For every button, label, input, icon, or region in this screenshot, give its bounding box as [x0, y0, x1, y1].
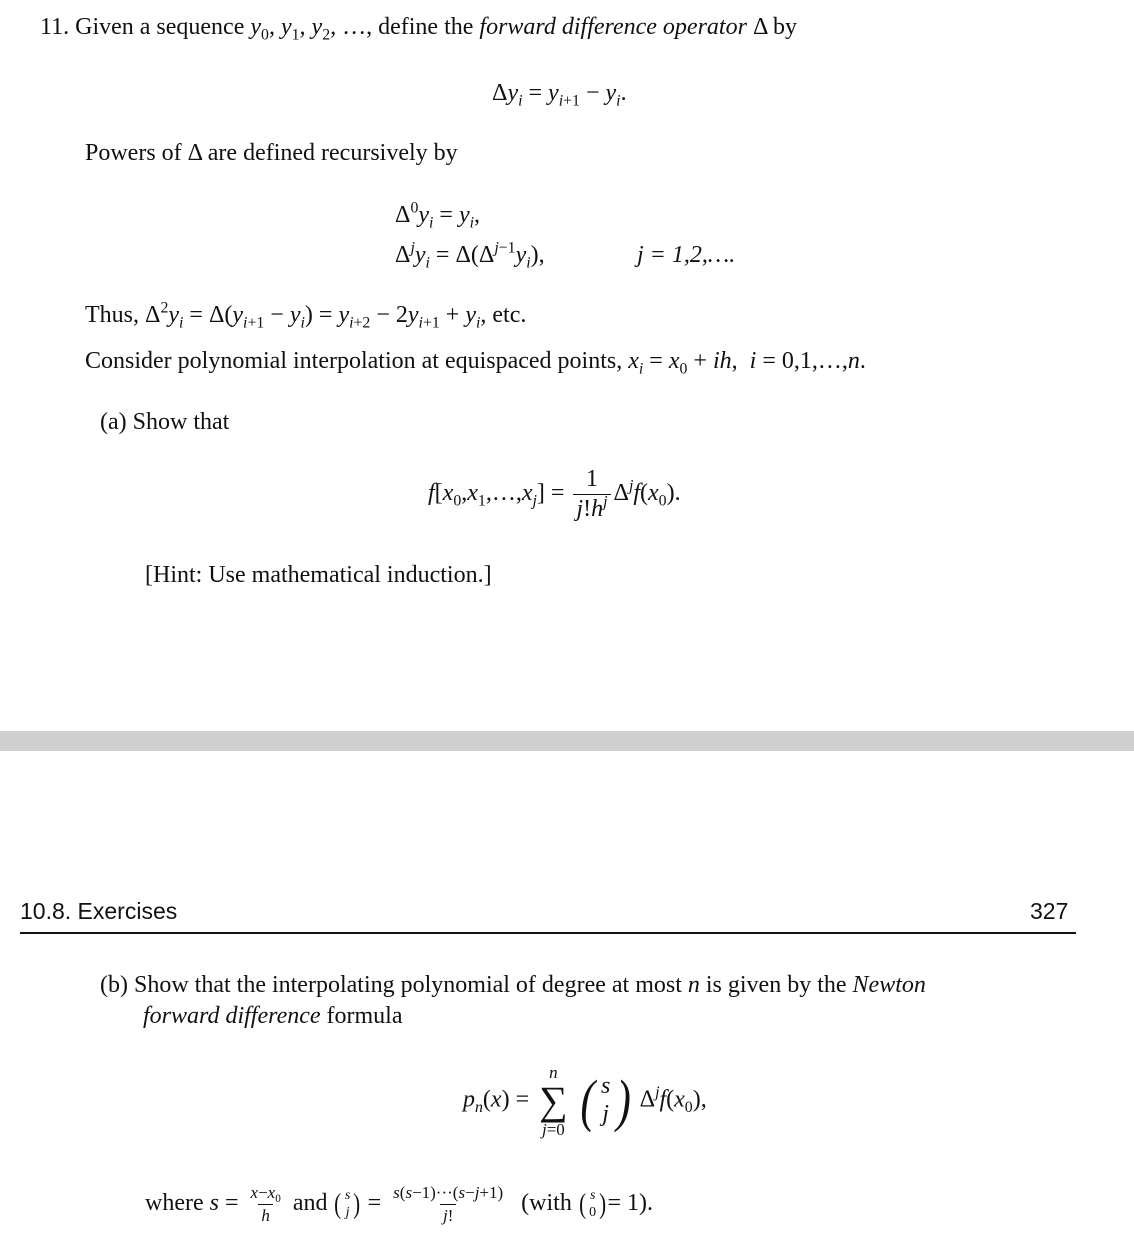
part-b-line-1: (b) Show that the interpolating polynomial of degree at most n is given by the Newton [100, 972, 926, 998]
define-text: define the [378, 14, 474, 40]
problem-11-intro [40, 14, 798, 44]
part-a-label: (a) Show that [100, 409, 230, 435]
thus-label: Thus, [85, 302, 139, 328]
where-line: where s = $\frac{x-x_0}{h}$ and ( s j ) = $\frac{s(s-1)\cdot\cdot\cdot(s-j+1)}{j!}$ (with ( s 0 ) = 1). [145, 1183, 654, 1225]
sequence-math: $y_0$, $y_1$, $y_2$, …, [250, 14, 373, 44]
operator-name: forward difference operator [479, 14, 747, 40]
with-end: = 1). [607, 1190, 654, 1217]
page-divider [0, 731, 1134, 751]
powers-text: Powers of Δ are defined recursively by [85, 140, 458, 166]
part-b-forward-difference: forward difference [143, 1003, 321, 1029]
delta-symbol: Δ [752, 14, 768, 40]
by-text: by [773, 14, 798, 40]
forward-difference-definition: $\Delta y_i = y_{i+1} - y_i$. [492, 80, 627, 110]
problem-number: 11. [40, 14, 70, 40]
part-b-newton: Newton [852, 972, 926, 998]
page-number: 327 [1030, 898, 1069, 924]
section-header: 10.8. Exercises [20, 898, 178, 924]
part-b-line-2 [143, 1003, 403, 1030]
newton-formula: $p_n(x)$ = n ∑ j=0 ( s j ) $\Delta^jf(x_0)$, [463, 1063, 707, 1139]
part-b-is-given: is given by the [705, 972, 847, 998]
with-text: (with [521, 1190, 572, 1217]
part-b-label: (b) Show that the interpolating polynomial of degree at most [100, 972, 682, 998]
intro-text: Given a sequence [75, 14, 245, 40]
hint-text: [Hint: Use mathematical induction.] [145, 562, 492, 588]
divided-difference-formula: $f[x_0,x_1,\dots,x_j]$ = $\frac{1}{j!h^j}$ $\Delta^jf(x_0)$. [428, 466, 681, 522]
recursion-line-2: $\Delta^jy_i = \Delta(\Delta^{j-1}y_i)$, [395, 239, 545, 272]
and-text: and [292, 1190, 328, 1217]
recursion-line-1: $\Delta^0y_i = y_i$, [395, 199, 481, 232]
consider-line: Consider polynomial interpolation at equispaced points, $x_i = x_0$ + ih, i = 0,1,…,n. [85, 348, 866, 378]
part-b-formula-word: formula [326, 1003, 403, 1029]
where-text: where [145, 1190, 204, 1217]
thus-line: Thus, $\Delta^2y_i = \Delta(y_{i+1} - y_i) = y_{i+2} - 2y_{i+1} + y_i$, etc. [85, 299, 527, 332]
consider-text: Consider polynomial interpolation at equispaced points, [85, 348, 623, 374]
recursion-range: j = 1,2,…. [637, 242, 736, 268]
header-rule [20, 932, 1076, 934]
etc-text: , etc. [480, 302, 527, 328]
